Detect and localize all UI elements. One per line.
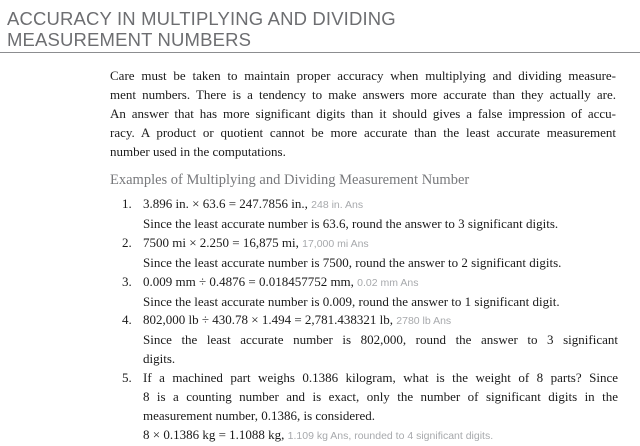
example-calculation: 802,000 lb ÷ 430.78 × 1.494 = 2,781.438321 lb, (143, 312, 394, 328)
example-item-4 (110, 311, 618, 369)
section-heading: Examples of Multiplying and Dividing Measurement Number (110, 172, 470, 188)
example-answer: 248 in. Ans (311, 199, 364, 211)
example-explanation: Since the least accurate number is 802,000, round the answer to 3 significant (143, 332, 618, 348)
page-title-line-2: MEASUREMENT NUMBERS (7, 29, 252, 50)
examples-list (110, 195, 618, 446)
example-answer: 17,000 mi Ans (302, 237, 369, 250)
example-explanation: Since the least accurate number is 0.009, round the answer to 1 significant digit. (143, 293, 560, 309)
example-number: 4. (122, 312, 132, 328)
example-calculation: 0.009 mm ÷ 0.4876 = 0.018457752 mm, (143, 273, 354, 289)
intro-line: racy. A product or quotient cannot be more accurate than the least accurate measurement (110, 125, 616, 140)
example-question: If a machined part weighs 0.1386 kilogram, what is the weight of 8 parts? Since (143, 370, 618, 386)
example-calculation-line (143, 426, 618, 446)
example-answer: 1.109 kg Ans, rounded to 4 significant digits. (287, 429, 494, 442)
example-item-2 (110, 234, 618, 273)
example-calculation-line (143, 234, 618, 254)
example-question: 8 is a counting number and is exact, only the number of significant digits in the (143, 389, 618, 405)
page-title (7, 8, 627, 50)
intro-line: number used in the computations. (110, 144, 286, 159)
example-number: 2. (122, 234, 132, 250)
example-calculation: 3.896 in. × 63.6 = 247.7856 in., (143, 196, 308, 211)
example-calculation-line (143, 273, 618, 293)
example-explanation: Since the least accurate number is 7500, round the answer to 2 significant digits. (143, 254, 562, 270)
example-answer: 2780 lb Ans (396, 315, 452, 328)
title-divider (0, 52, 640, 53)
example-question: measurement number, 0.1386, is considered. (143, 407, 375, 423)
example-calculation-line (143, 195, 618, 215)
example-number: 1. (122, 196, 132, 211)
intro-line: Care must be taken to maintain proper accuracy when multiplying and dividing measure- (110, 68, 616, 83)
page-title-line-1: ACCURACY IN MULTIPLYING AND DIVIDING (7, 8, 396, 29)
intro-line: ment numbers. There is a tendency to make answers more accurate than they actually are. (110, 87, 616, 102)
example-calculation-line (143, 311, 618, 331)
intro-line: An answer that has more significant digits than it should gives a false impression of accu- (110, 106, 616, 121)
example-explanation: digits. (143, 351, 176, 367)
example-calculation: 8 × 0.1386 kg = 1.1088 kg, (143, 426, 285, 442)
example-number: 5. (122, 370, 132, 386)
example-explanation: Since the least accurate number is 63.6, round the answer to 3 significant digits. (143, 215, 559, 231)
example-calculation: 7500 mi × 2.250 = 16,875 mi, (143, 234, 299, 250)
example-item-3 (110, 273, 618, 312)
example-answer: 0.02 mm Ans (357, 276, 419, 289)
example-item-1 (110, 195, 618, 234)
example-item-5 (110, 369, 618, 446)
intro-paragraph (110, 66, 616, 161)
example-number: 3. (122, 273, 132, 289)
